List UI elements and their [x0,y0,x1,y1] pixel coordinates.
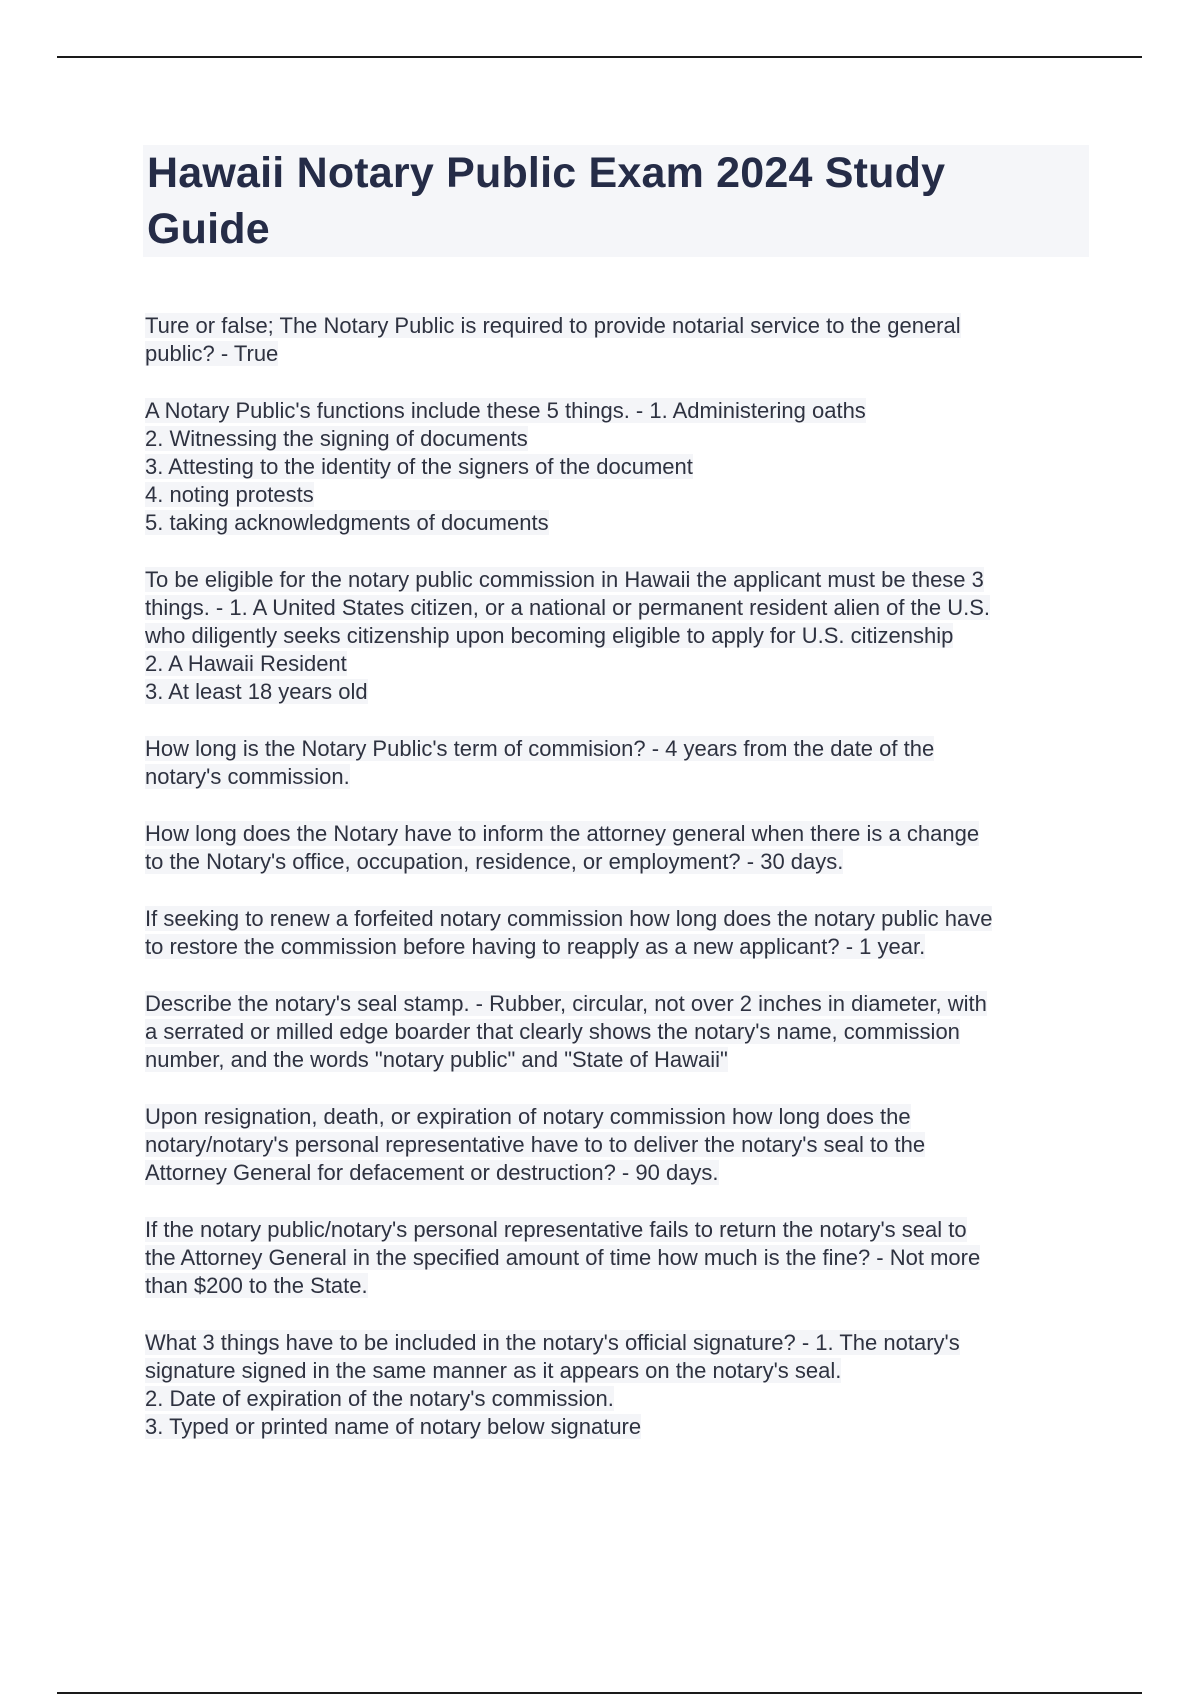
qa-line: 5. taking acknowledgments of documents [145,510,549,535]
qa-line: things. - 1. A United States citizen, or a national or permanent resident alien of the U.S. [145,595,991,620]
qa-item [145,397,1090,537]
qa-line: A Notary Public's functions include these 5 things. - 1. Administering oaths [145,398,866,423]
qa-line: 4. noting protests [145,482,314,507]
bottom-rule [57,1692,1142,1694]
qa-line: If the notary public/notary's personal representative fails to return the notary's seal to [145,1217,967,1242]
qa-line: to restore the commission before having to reapply as a new applicant? - 1 year. [145,934,926,959]
qa-line: to the Notary's office, occupation, residence, or employment? - 30 days. [145,849,844,874]
qa-line: 3. At least 18 years old [145,679,368,704]
qa-line: Describe the notary's seal stamp. - Rubber, circular, not over 2 inches in diameter, with [145,991,987,1016]
qa-line: notary's commission. [145,764,350,789]
qa-line: number, and the words "notary public" and "State of Hawaii" [145,1047,728,1072]
title-block [143,145,1089,257]
qa-line: If seeking to renew a forfeited notary commission how long does the notary public have [145,906,993,931]
qa-line: 2. A Hawaii Resident [145,651,347,676]
title-line: Hawaii Notary Public Exam 2024 Study [147,149,946,197]
qa-line: How long is the Notary Public's term of commision? - 4 years from the date of the [145,736,935,761]
qa-line: 2. Date of expiration of the notary's commission. [145,1386,614,1411]
qa-line: How long does the Notary have to inform the attorney general when there is a change [145,821,980,846]
qa-item [145,820,1090,876]
title-line: Guide [147,205,270,253]
qa-item [145,1103,1090,1187]
qa-item [145,1216,1090,1300]
qa-line: public? - True [145,341,279,366]
top-rule [57,56,1142,58]
qa-line: notary/notary's personal representative have to to deliver the notary's seal to the [145,1132,926,1157]
qa-line: To be eligible for the notary public commission in Hawaii the applicant must be these 3 [145,567,984,592]
qa-line: What 3 things have to be included in the notary's official signature? - 1. The notary's [145,1330,960,1355]
qa-line: Ture or false; The Notary Public is required to provide notarial service to the general [145,313,961,338]
qa-line: 3. Attesting to the identity of the signers of the document [145,454,693,479]
page-title [147,145,1085,257]
qa-line: than $200 to the State. [145,1273,368,1298]
qa-line: a serrated or milled edge boarder that clearly shows the notary's name, commission [145,1019,960,1044]
qa-item [145,905,1090,961]
qa-item [145,735,1090,791]
study-guide-content [145,312,1090,1470]
qa-item [145,1329,1090,1441]
qa-line: signature signed in the same manner as it appears on the notary's seal. [145,1358,842,1383]
qa-line: Upon resignation, death, or expiration of notary commission how long does the [145,1104,911,1129]
qa-item [145,566,1090,706]
qa-line: 3. Typed or printed name of notary below signature [145,1414,642,1439]
qa-line: Attorney General for defacement or destruction? - 90 days. [145,1160,719,1185]
qa-line: who diligently seeks citizenship upon becoming eligible to apply for U.S. citizenship [145,623,954,648]
qa-line: 2. Witnessing the signing of documents [145,426,528,451]
qa-item [145,312,1090,368]
qa-item [145,990,1090,1074]
qa-line: the Attorney General in the specified amount of time how much is the fine? - Not more [145,1245,981,1270]
